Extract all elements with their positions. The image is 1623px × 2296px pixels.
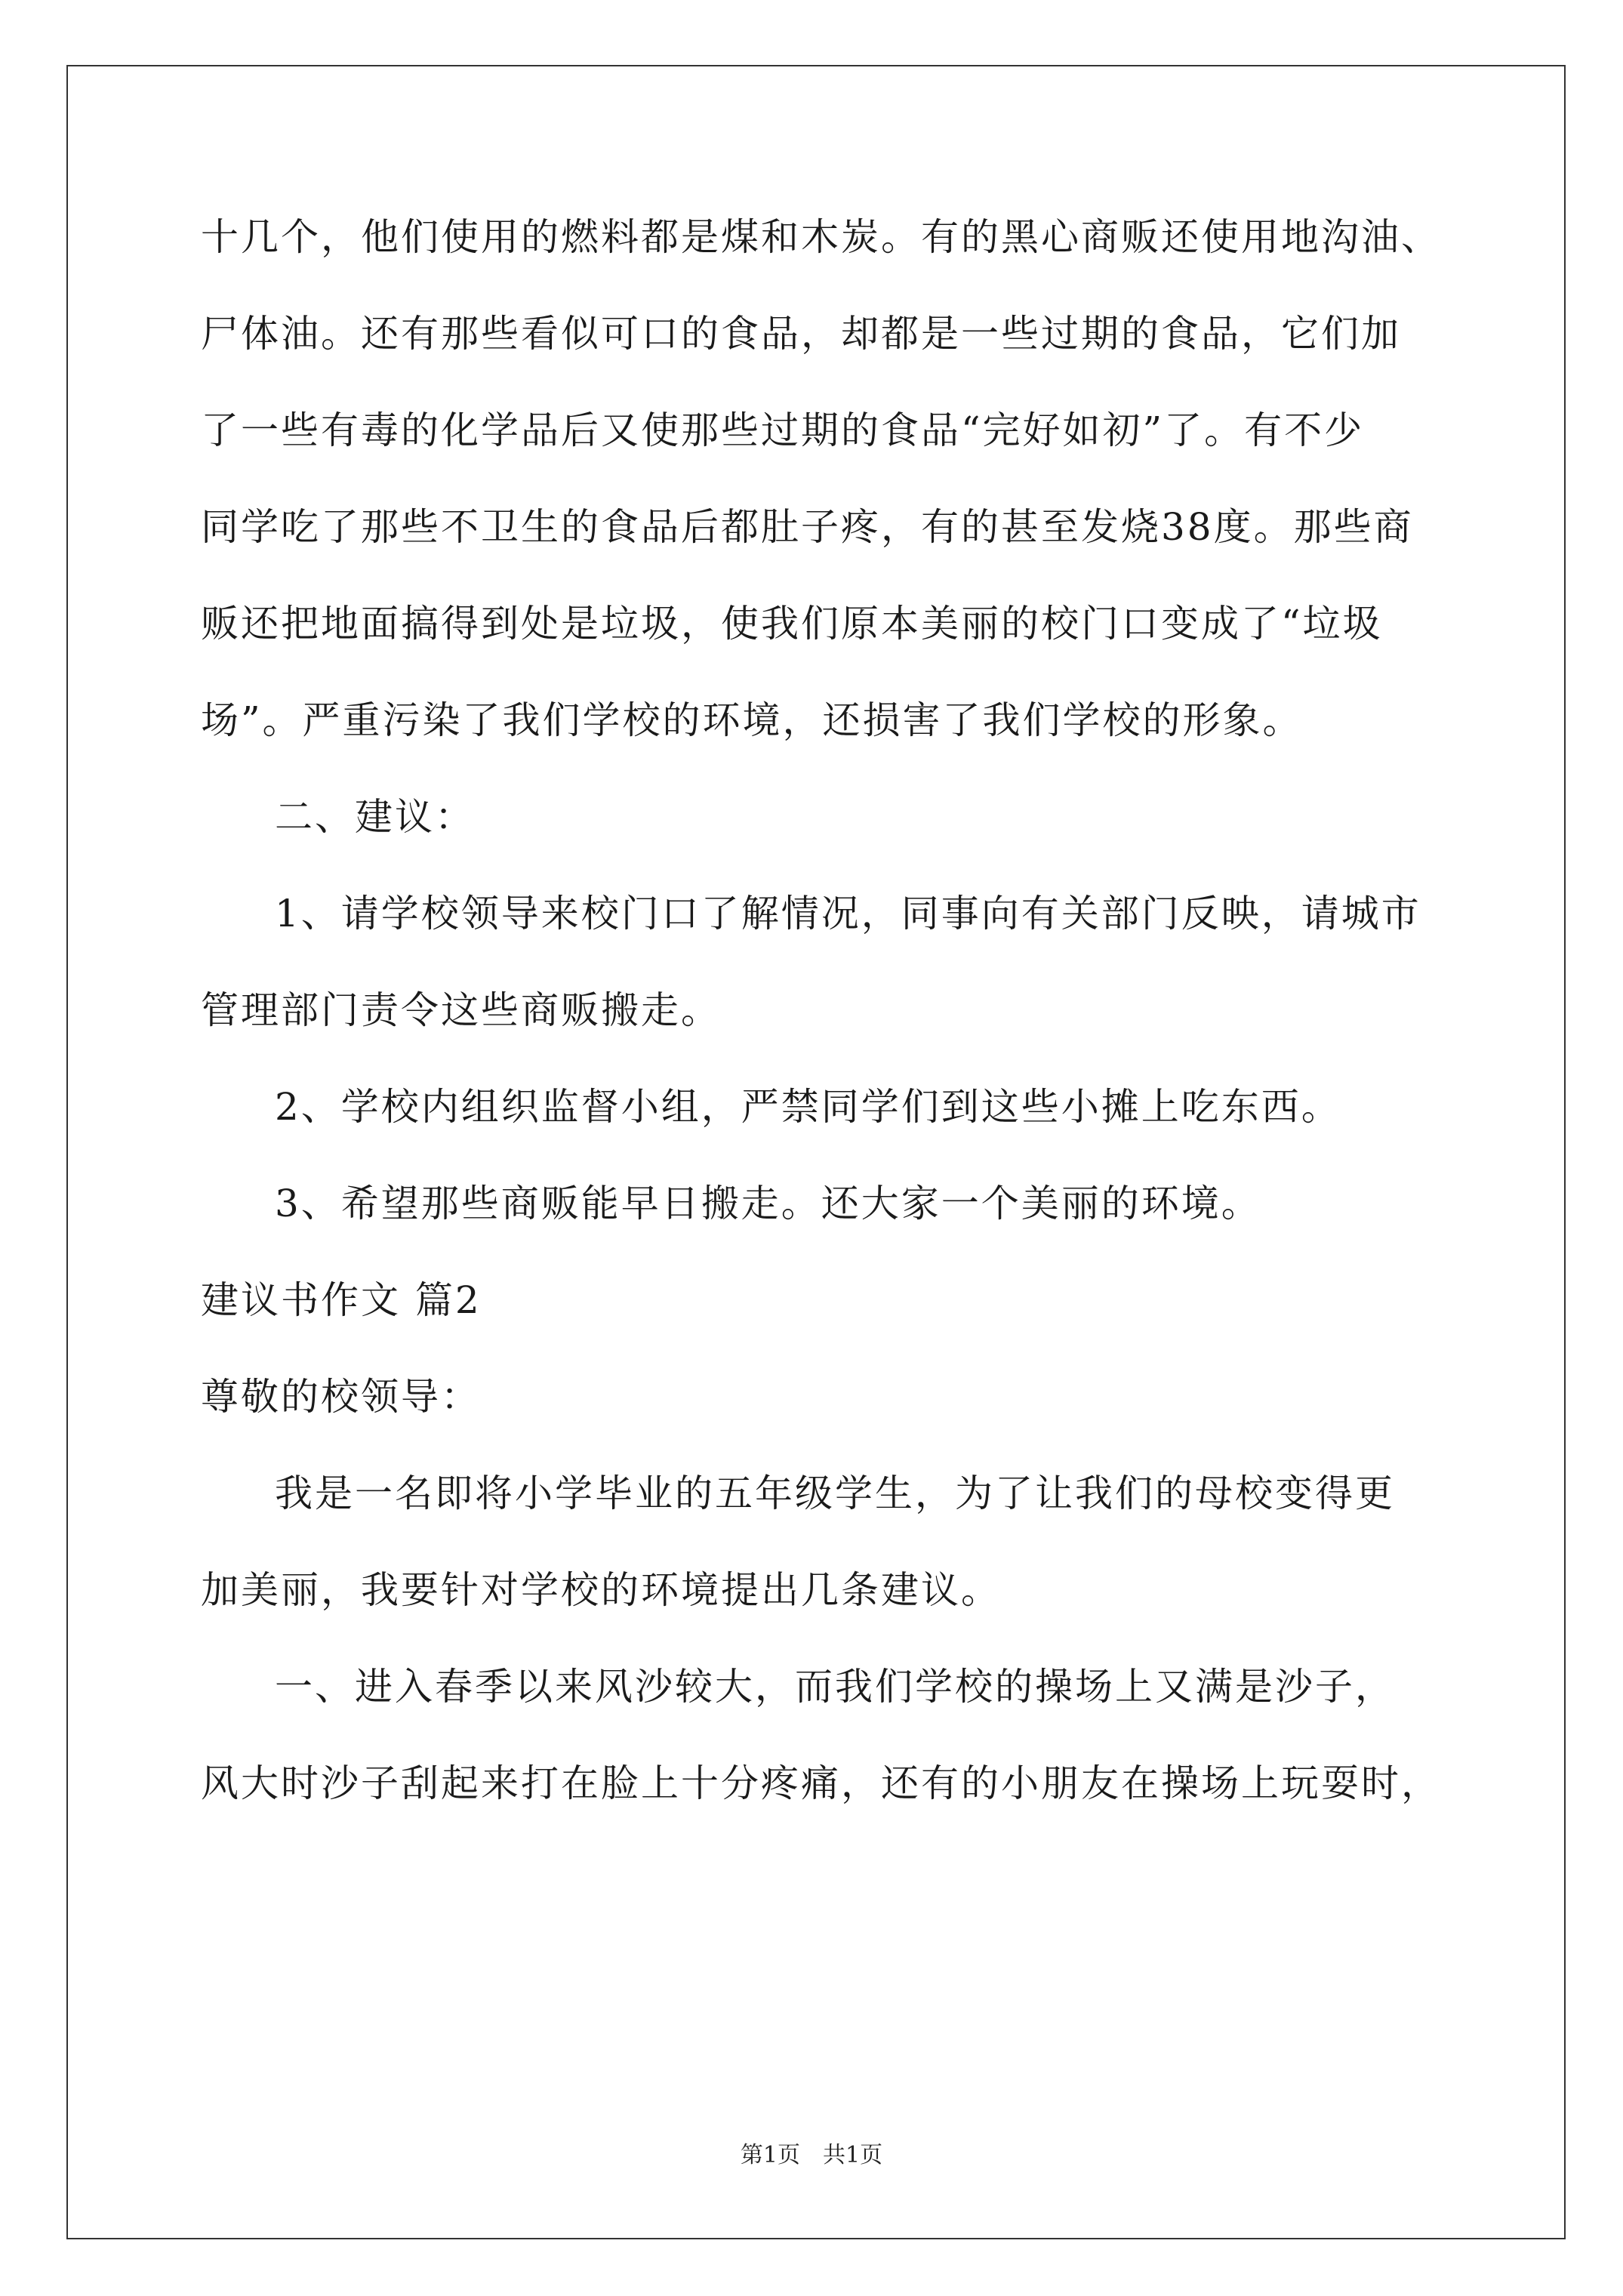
section-heading: 二、建议： [275, 795, 475, 839]
page-number: 第1页 共1页 [740, 2142, 883, 2168]
text-line: 加美丽，我要针对学校的环境提出几条建议。 [201, 1568, 1001, 1612]
text-line: 贩还把地面搞得到处是垃圾，使我们原本美丽的校门口变成了“垃圾 [201, 602, 1383, 646]
text-line: 场”。严重污染了我们学校的环境，还损害了我们学校的形象。 [201, 698, 1303, 742]
salutation: 尊敬的校领导： [201, 1375, 481, 1419]
text-line: 了一些有毒的化学品后又使那些过期的食品“完好如初”了。有不少 [201, 408, 1365, 452]
text-line: 3、希望那些商贩能早日搬走。还大家一个美丽的环境。 [275, 1182, 1261, 1225]
text-line: 1、请学校领导来校门口了解情况，同事向有关部门反映，请城市 [275, 892, 1421, 935]
text-line: 一、进入春季以来风沙较大，而我们学校的操场上又满是沙子， [275, 1665, 1395, 1709]
text-line: 我是一名即将小学毕业的五年级学生，为了让我们的母校变得更 [275, 1472, 1395, 1515]
page-border [66, 65, 1566, 2239]
text-line: 尸体油。还有那些看似可口的食品，却都是一些过期的食品，它们加 [201, 312, 1401, 356]
text-line: 十几个，他们使用的燃料都是煤和木炭。有的黑心商贩还使用地沟油、 [201, 215, 1441, 259]
text-line: 同学吃了那些不卫生的食品后都肚子疼，有的甚至发烧38度。那些商 [201, 505, 1414, 549]
text-line: 2、学校内组织监督小组，严禁同学们到这些小摊上吃东西。 [275, 1085, 1341, 1129]
text-line: 管理部门责令这些商贩搬走。 [201, 988, 721, 1032]
essay-title: 建议书作文 篇2 [201, 1278, 482, 1322]
text-line: 风大时沙子刮起来打在脸上十分疼痛，还有的小朋友在操场上玩耍时， [201, 1761, 1441, 1805]
